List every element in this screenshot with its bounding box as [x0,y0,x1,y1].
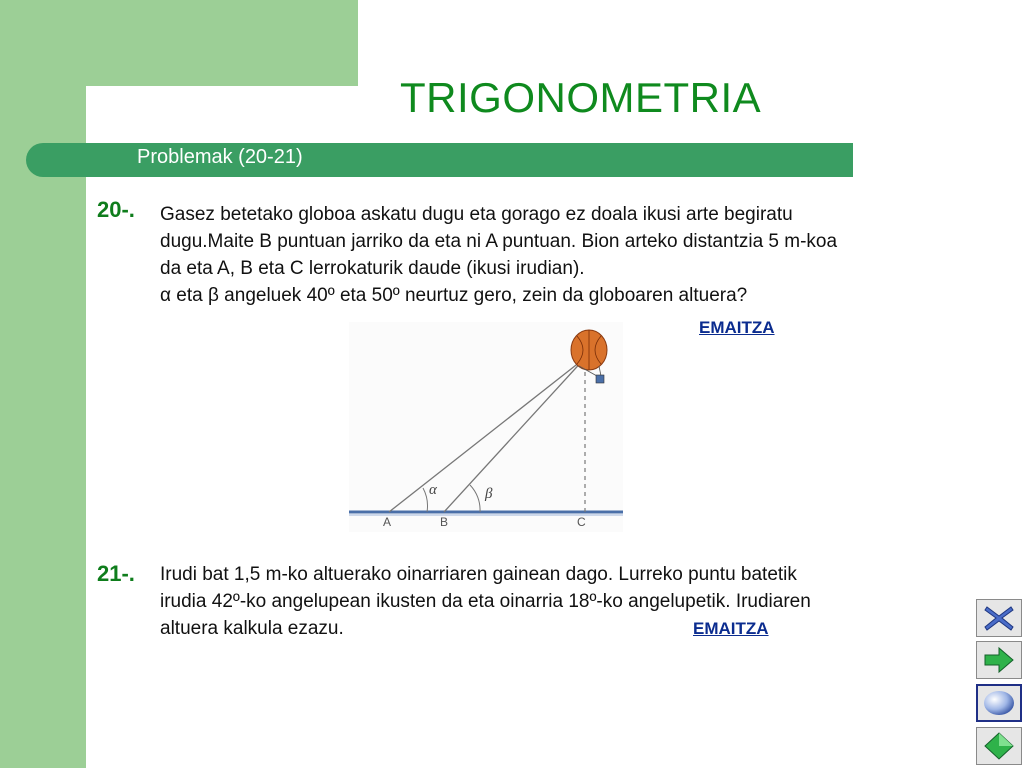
alpha-arc [423,488,427,512]
alpha-symbol: α [160,285,171,306]
next-button[interactable] [976,641,1022,679]
question-part-1: eta [170,285,208,306]
problem-20-line-3: da eta A, B eta C lerrokaturik daude (ikusi irudian). [160,258,585,279]
beta-symbol: β [207,285,219,306]
sightline-b [444,358,585,512]
problem-20-number: 20-. [97,197,135,222]
point-c-label: C [577,515,586,529]
home-button[interactable] [976,684,1022,722]
balloon-figure [349,322,623,532]
close-x-icon [981,603,1017,633]
slide-subtitle: Problemak (20-21) [137,146,303,168]
problem-21-text [160,561,960,642]
problem-20-text [160,201,1000,309]
point-a-label: A [383,515,392,529]
balloon-diagram [349,322,623,532]
beta-arc [470,485,480,512]
back-arrow-icon [981,731,1017,761]
slide-title: TRIGONOMETRIA [400,74,762,121]
problem-20-line-2: dugu.Maite B puntuan jarriko da eta ni A puntuan. Bion arteko distantzia 5 m-koa [160,231,838,252]
alpha-label: α [429,482,437,498]
problem-20-question [160,282,1000,309]
back-button[interactable] [976,727,1022,765]
problem-20-emaitza-link[interactable]: EMAITZA [699,318,775,337]
problem-20-line-1: Gasez betetako globoa askatu dugu eta gorago ez doala ikusi arte begiratu [160,204,793,225]
beta-label: β [485,486,493,502]
problem-21-line-2: irudia 42º-ko angelupean ikusten da eta oinarria 18º-ko angelupetik. Irudiaren [160,591,811,612]
top-green-band [0,0,358,86]
point-b-label: B [440,515,449,529]
home-sphere-icon [981,688,1017,718]
balloon-icon [571,330,607,383]
next-arrow-icon [981,645,1017,675]
question-part-2: angeluek 40º eta 50º neurtuz gero, zein da globoaren altuera? [218,285,748,306]
left-green-band [0,0,86,768]
problem-21-number: 21-. [97,561,135,586]
close-button[interactable] [976,599,1022,637]
problem-21-line-3: altuera kalkula ezazu. [160,618,344,639]
problem-21-line-1: Irudi bat 1,5 m-ko altuerako oinarriaren gainean dago. Lurreko puntu batetik [160,564,797,585]
problem-21-emaitza-link[interactable]: EMAITZA [693,619,769,638]
